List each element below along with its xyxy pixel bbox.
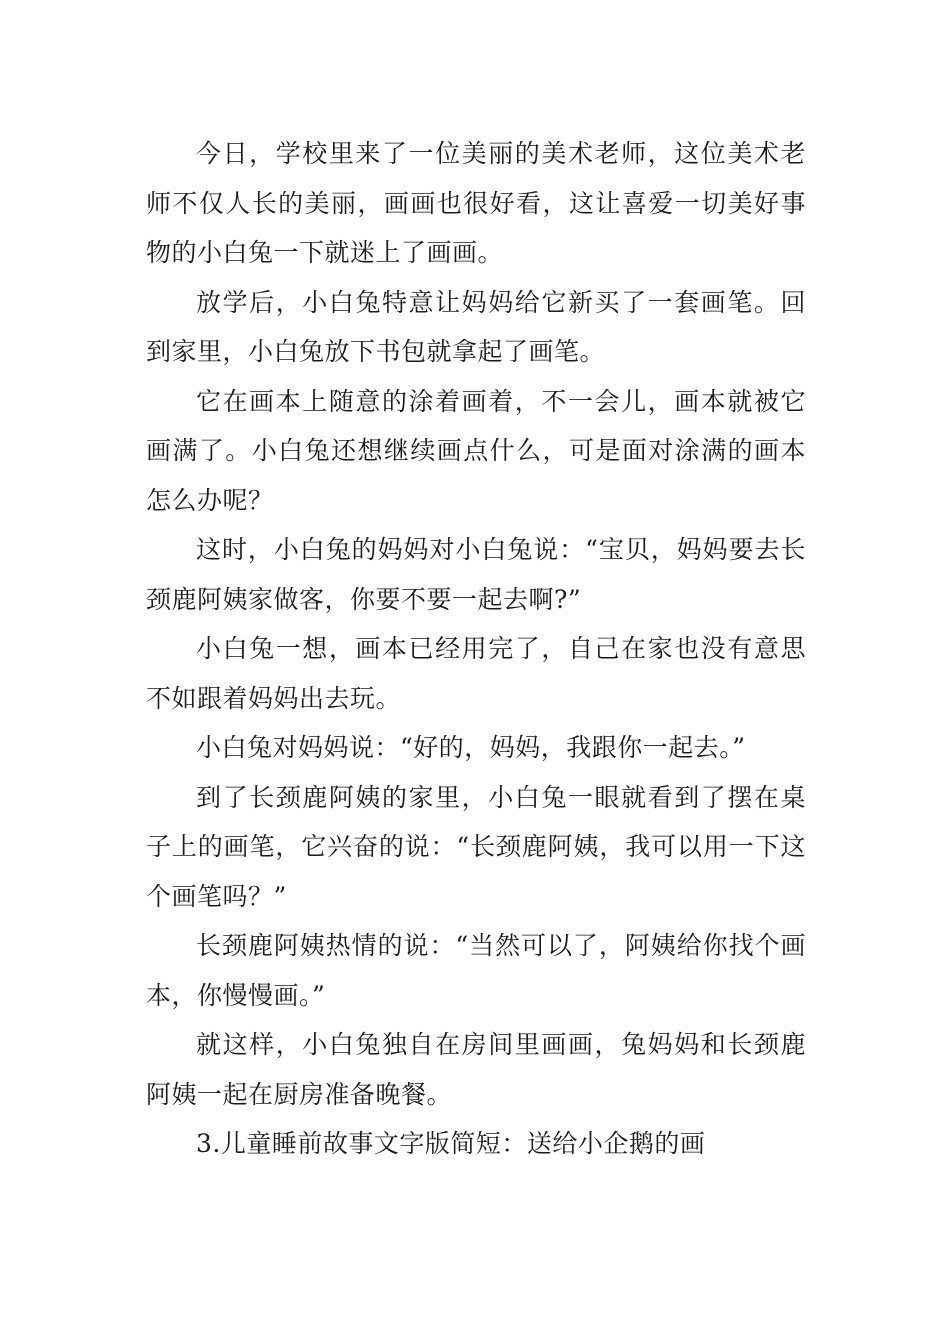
document-page <box>146 129 806 1169</box>
paragraph-9: 就这样，小白兔独自在房间里画画，兔妈妈和长颈鹿阿姨一起在厨房准备晚餐。 <box>146 1030 806 1109</box>
paragraph-1: 今日，学校里来了一位美丽的美术老师，这位美术老师不仅人长的美丽，画画也很好看，这让喜爱一切美好事物的小白兔一下就迷上了画画。 <box>146 139 806 267</box>
paragraph-4: 这时，小白兔的妈妈对小白兔说：“宝贝，妈妈要去长颈鹿阿姨家做客，你要不要一起去啊?” <box>146 535 806 614</box>
paragraph-5: 小白兔一想，画本已经用完了，自己在家也没有意思不如跟着妈妈出去玩。 <box>146 634 806 713</box>
paragraph-7: 到了长颈鹿阿姨的家里，小白兔一眼就看到了摆在桌子上的画笔，它兴奋的说：“长颈鹿阿姨，我可以用一下这个画笔吗？” <box>146 782 806 911</box>
section-heading: 3.儿童睡前故事文字版简短：送给小企鹅的画 <box>196 1129 706 1158</box>
paragraph-2: 放学后，小白兔特意让妈妈给它新买了一套画笔。回到家里，小白兔放下书包就拿起了画笔。 <box>146 287 806 366</box>
paragraph-3: 它在画本上随意的涂着画着，不一会儿，画本就被它画满了。小白兔还想继续画点什么，可是面对涂满的画本怎么办呢？ <box>146 386 806 515</box>
paragraph-6: 小白兔对妈妈说：“好的，妈妈，我跟你一起去。” <box>196 733 746 762</box>
paragraph-8: 长颈鹿阿姨热情的说：“当然可以了，阿姨给你找个画本，你慢慢画。” <box>146 931 806 1010</box>
